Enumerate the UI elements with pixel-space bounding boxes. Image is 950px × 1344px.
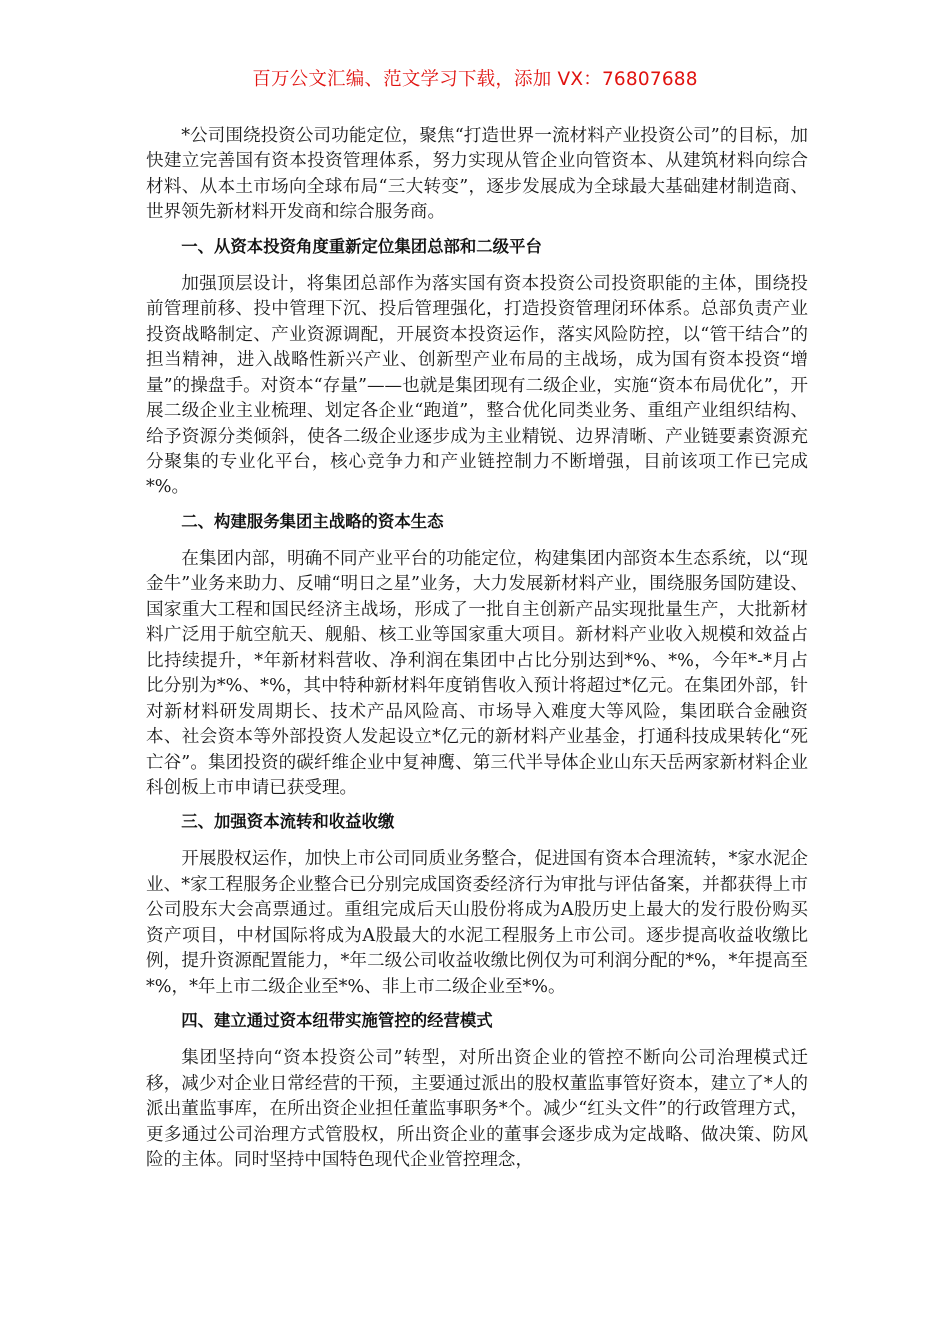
section-1-paragraph: 加强顶层设计，将集团总部作为落实国有资本投资公司投资职能的主体，围绕投前管理前移、投中管理下沉、投后管理强化，打造投资管理闭环体系。总部负责产业投资战略制定、产业资源调配，开展资本投资运作，落实风险防控，以“管干结合”的担当精神，进入战略性新兴产业、创新型产业布局的主战场，成为国有资本投资“增量”的操盘手。对资本“存量”——也就是集团现有二级企业，实施“资本布局优化”，开展二级企业主业梳理、划定各企业“跑道”，整合优化同类业务、重组产业组织结构、给予资源分类倾斜，使各二级企业逐步成为主业精锐、边界清晰、产业链要素资源充分聚集的专业化平台，核心竞争力和产业链控制力不断增强，目前该项工作已完成*%。 bbox=[146, 273, 808, 498]
header-banner: 百万公文汇编、范文学习下载，添加 VX：76807688 bbox=[252, 69, 698, 90]
section-2-heading: 二、构建服务集团主战略的资本生态 bbox=[181, 511, 444, 531]
document-body bbox=[146, 124, 808, 1173]
section-1-heading: 一、从资本投资角度重新定位集团总部和二级平台 bbox=[181, 236, 542, 256]
section-4-heading: 四、建立通过资本纽带实施管控的经营模式 bbox=[181, 1011, 493, 1031]
section-3-heading: 三、加强资本流转和收益收缴 bbox=[181, 812, 395, 832]
intro-paragraph: *公司围绕投资公司功能定位，聚焦“打造世界一流材料产业投资公司”的目标，加快建立完善国有资本投资管理体系，努力实现从管企业向管资本、从建筑材料向综合材料、从本土市场向全球布局“三大转变”，逐步发展成为全球最大基础建材制造商、世界领先新材料开发商和综合服务商。 bbox=[146, 126, 808, 223]
section-4-paragraph: 集团坚持向“资本投资公司”转型，对所出资企业的管控不断向公司治理模式迁移，减少对企业日常经营的干预，主要通过派出的股权董监事管好资本，建立了*人的派出董监事库，在所出资企业担任董监事职务*个。减少“红头文件”的行政管理方式，更多通过公司治理方式管股权，所出资企业的董事会逐步成为定战略、做决策、防风险的主体。同时坚持中国特色现代企业管控理念， bbox=[146, 1048, 808, 1170]
section-3-paragraph: 开展股权运作，加快上市公司同质业务整合，促进国有资本合理流转，*家水泥企业、*家工程服务企业整合已分别完成国资委经济行为审批与评估备案，并都获得上市公司股东大会高票通过。重组完成后天山股份将成为A股历史上最大的发行股份购买资产项目，中材国际将成为A股最大的水泥工程服务上市公司。逐步提高收益收缴比例，提升资源配置能力，*年二级公司收益收缴比例仅为可利润分配的*%，*年提高至*%，*年上市二级企业至*%、非上市二级企业至*%。 bbox=[146, 849, 808, 997]
section-2-paragraph: 在集团内部，明确不同产业平台的功能定位，构建集团内部资本生态系统，以“现金牛”业务来助力、反哺“明日之星”业务，大力发展新材料产业，围绕服务国防建设、国家重大工程和国民经济主战场，形成了一批自主创新产品实现批量生产，大批新材料广泛用于航空航天、舰船、核工业等国家重大项目。新材料产业收入规模和效益占比持续提升，*年新材料营收、净利润在集团中占比分别达到*%、*%，今年*-*月占比分别为*%、*%，其中特种新材料年度销售收入预计将超过*亿元。在集团外部，针对新材料研发周期长、技术产品风险高、市场导入难度大等风险，集团联合金融资本、社会资本等外部投资人发起设立*亿元的新材料产业基金，打通科技成果转化“死亡谷”。集团投资的碳纤维企业中复神鹰、第三代半导体企业山东天岳两家新材料企业科创板上市申请已获受理。 bbox=[146, 548, 808, 798]
